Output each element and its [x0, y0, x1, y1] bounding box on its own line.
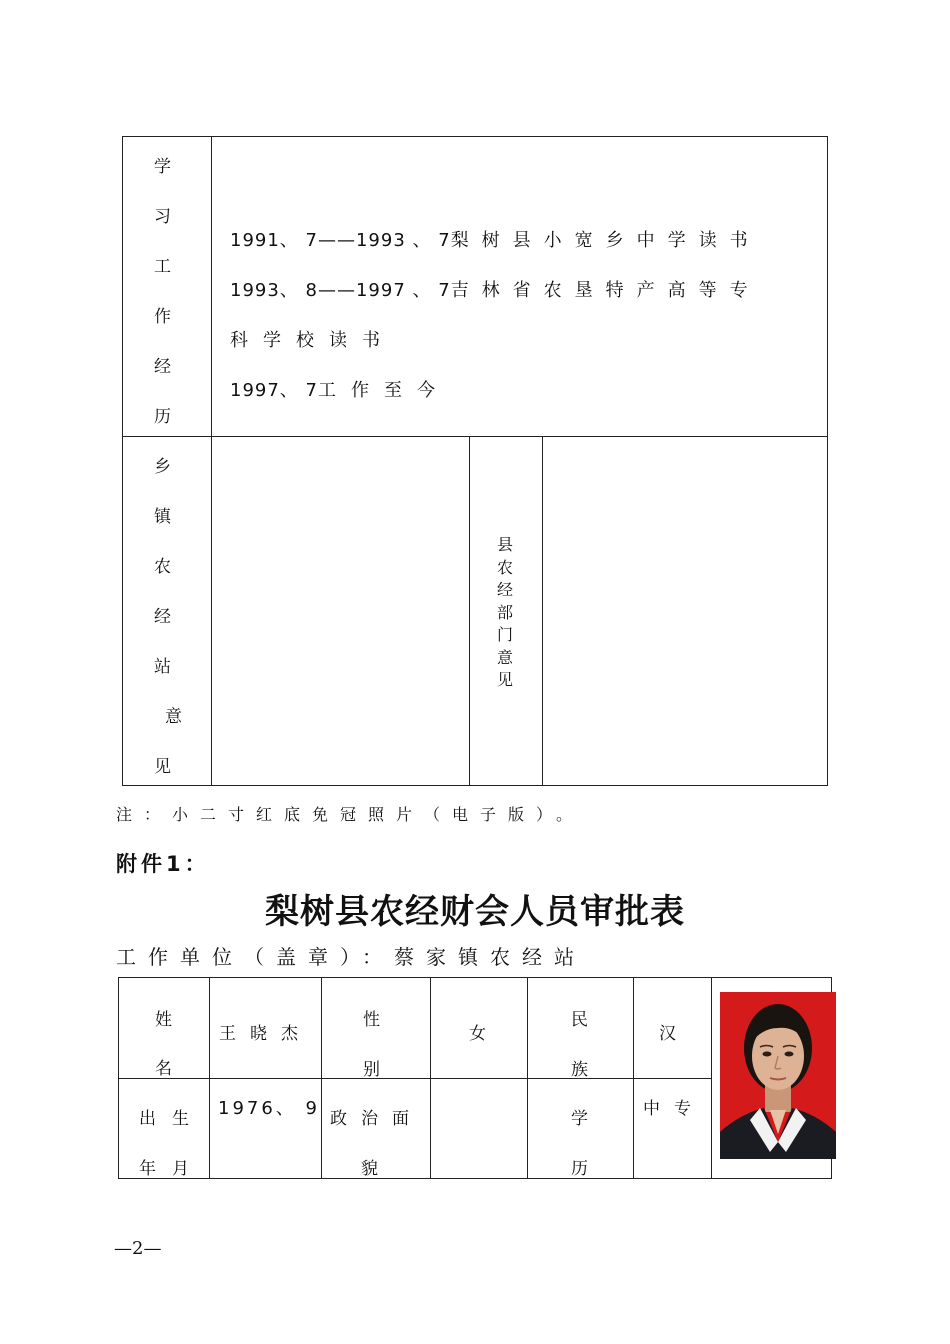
town-label-char: 意 [165, 707, 182, 727]
history-line [230, 276, 761, 302]
approval-table-row-divider [118, 1078, 712, 1079]
history-line [230, 226, 761, 252]
birth-label-line: 出生 [139, 1109, 205, 1129]
gender-label-char: 性 [363, 1010, 380, 1030]
education-label [571, 1094, 588, 1194]
town-label-char: 乡 [154, 457, 171, 477]
history-label [154, 152, 174, 452]
county-label-char: 部 [497, 602, 514, 622]
upper-table-label-divider [211, 136, 212, 786]
history-line [230, 326, 395, 352]
gender-label-char: 别 [363, 1060, 380, 1080]
county-label-char: 县 [497, 535, 514, 554]
gender-label [363, 995, 380, 1095]
name-label-char: 姓 [155, 1010, 172, 1030]
approval-col-divider [633, 977, 634, 1179]
history-label-char: 习 [154, 207, 171, 227]
document-title: 梨树县农经财会人员审批表 [265, 892, 685, 932]
ethnic-value: 汉 [659, 1024, 686, 1044]
photo-note: 注：小二寸红底免冠照片（电子版）。 [116, 805, 585, 824]
portrait-illustration [720, 992, 836, 1159]
approval-col-divider [430, 977, 431, 1179]
history-line-text: 梨树县小宽乡中学读书 [450, 230, 761, 251]
upper-table-divider [122, 436, 828, 437]
birth-label-line: 年月 [139, 1159, 205, 1179]
annex-label: 附件1： [116, 852, 210, 876]
county-label-left-divider [469, 436, 470, 786]
history-line-text: 工作至今 [317, 380, 450, 401]
history-line-period: 1991、 7——1993 、 7 [230, 230, 451, 251]
county-label-char: 农 [497, 557, 514, 577]
history-label-char: 学 [154, 157, 171, 177]
work-unit-line: 工作单位（盖章）：蔡家镇农经站 [116, 945, 586, 969]
approval-col-divider [321, 977, 322, 1179]
gender-value: 女 [469, 1024, 496, 1044]
county-label-char: 意 [497, 647, 514, 667]
page-number: —2— [114, 1238, 162, 1259]
history-label-char: 历 [154, 407, 171, 427]
political-label [330, 1094, 423, 1194]
county-label-char: 经 [497, 580, 514, 599]
history-label-char: 经 [154, 357, 171, 377]
political-label-line: 政治面 [330, 1109, 423, 1129]
county-label-right-divider [542, 436, 543, 786]
name-label-char: 名 [155, 1059, 172, 1079]
town-label-char: 经 [154, 607, 171, 627]
approval-col-divider [711, 977, 712, 1179]
political-label-line: 貌 [361, 1159, 392, 1179]
town-station-label [154, 452, 184, 802]
history-line-period: 1993、 8——1997 、 7 [230, 280, 451, 301]
history-label-char: 作 [154, 307, 171, 327]
county-label-char: 门 [497, 625, 514, 644]
birth-label [139, 1094, 205, 1194]
county-department-label [497, 534, 517, 692]
town-label-char: 见 [154, 757, 171, 777]
history-line-period: 1997、 7 [230, 380, 318, 401]
education-label-char: 学 [571, 1109, 588, 1129]
town-label-char: 农 [154, 557, 171, 577]
town-label-char: 站 [154, 657, 171, 677]
education-label-char: 历 [571, 1159, 588, 1179]
town-label-char: 镇 [154, 507, 171, 527]
ethnic-label-char: 民 [571, 1010, 588, 1030]
education-value: 中专 [643, 1099, 705, 1119]
county-label-char: 见 [497, 670, 514, 689]
approval-col-divider [209, 977, 210, 1179]
history-label-char: 工 [154, 257, 171, 277]
name-value: 王晓杰 [219, 1024, 312, 1044]
approval-col-divider [527, 977, 528, 1179]
ethnic-label [571, 995, 588, 1095]
birth-value: 1976、 9 [218, 1098, 320, 1119]
history-line-text: 吉林省农垦特产高等专 [450, 280, 761, 301]
applicant-photo [720, 992, 836, 1159]
name-label [155, 995, 172, 1094]
ethnic-label-char: 族 [571, 1060, 588, 1080]
history-line-text: 科学校读书 [230, 330, 395, 351]
history-line [230, 376, 450, 402]
